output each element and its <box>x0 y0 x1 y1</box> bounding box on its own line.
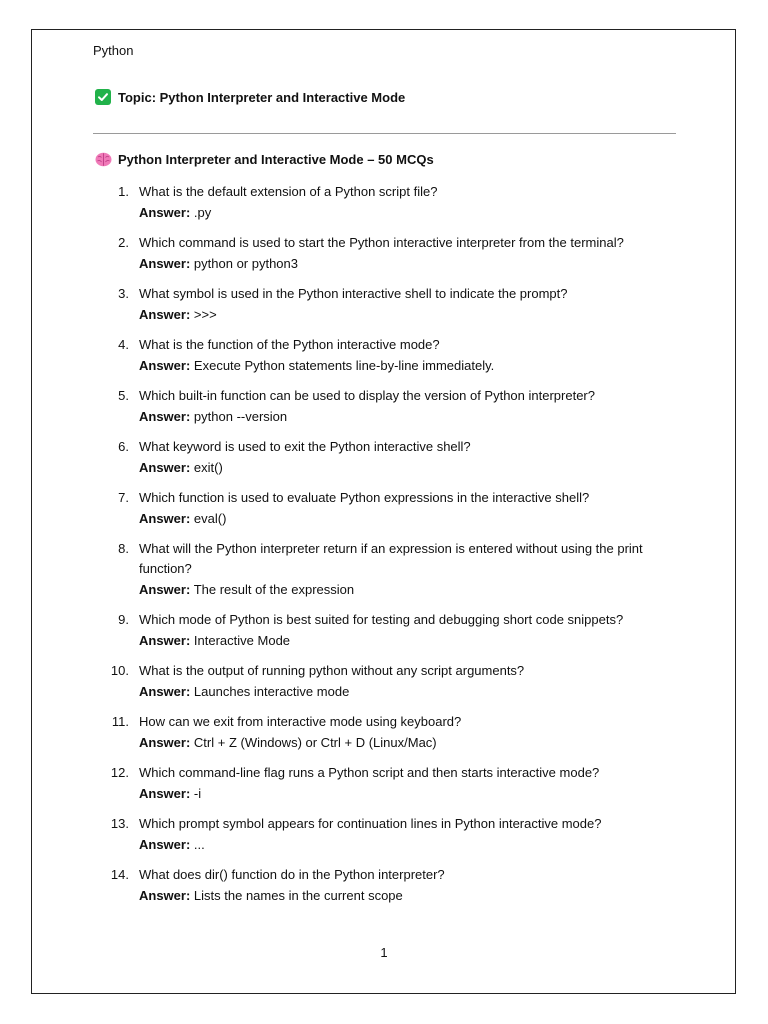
answer-line <box>139 580 680 601</box>
answer-line <box>139 631 680 652</box>
topic-heading <box>95 89 405 105</box>
question-number: 11. <box>111 714 129 730</box>
answer-line <box>139 886 680 907</box>
question-text: What is the function of the Python interactive mode? <box>139 336 440 352</box>
question-number: 4. <box>118 336 129 352</box>
topic-text: Topic: Python Interpreter and Interactive Mode <box>118 89 406 105</box>
answer-label: Answer: <box>139 837 191 852</box>
question-text: What is the output of running python without any script arguments? <box>139 663 525 679</box>
question-number: 9. <box>118 612 129 628</box>
list-item <box>110 661 680 702</box>
answer-line <box>139 407 680 428</box>
answer-label: Answer: <box>139 510 191 526</box>
question-number: 8. <box>118 540 129 556</box>
answer-label: Answer: <box>139 786 191 802</box>
answer-label: Answer: <box>139 357 191 373</box>
answer-value: >>> <box>193 306 217 322</box>
answer-label: Answer: <box>139 306 191 322</box>
question-text: Which prompt symbol appears for continuation lines in Python interactive mode? <box>139 816 602 832</box>
list-item <box>110 488 680 529</box>
answer-line <box>139 682 680 703</box>
section-title: Python Interpreter and Interactive Mode – 50 MCQs <box>118 152 434 167</box>
answer-label: Answer: <box>139 735 191 751</box>
answer-value: python or python3 <box>193 255 298 271</box>
answer-line <box>139 835 680 856</box>
question-number: 3. <box>118 285 129 301</box>
question-text: Which function is used to evaluate Python expressions in the interactive shell? <box>139 489 590 505</box>
answer-value: exit() <box>193 459 223 475</box>
answer-value: .py <box>193 204 212 220</box>
question-number: 12. <box>110 765 129 781</box>
answer-value: Interactive Mode <box>193 633 291 649</box>
answer-value: -i <box>193 786 202 802</box>
question-text: Which built-in function can be used to display the version of Python interpreter? <box>139 387 595 403</box>
answer-line <box>139 254 680 275</box>
list-item <box>110 437 680 478</box>
question-text: What keyword is used to exit the Python interactive shell? <box>139 438 471 454</box>
answer-line <box>139 784 680 805</box>
question-text: How can we exit from interactive mode using keyboard? <box>139 714 462 730</box>
list-item <box>110 763 680 804</box>
question-text: Which command is used to start the Python interactive interpreter from the terminal? <box>139 234 624 250</box>
section-heading <box>95 152 434 167</box>
list-item <box>110 233 680 274</box>
list-item <box>110 182 680 223</box>
question-number: 6. <box>118 438 129 454</box>
question-number: 13. <box>110 816 129 832</box>
question-number: 10. <box>110 663 129 679</box>
question-text: What is the default extension of a Python script file? <box>139 184 438 199</box>
answer-line <box>139 458 680 479</box>
answer-line <box>139 733 680 754</box>
page-header: Python <box>93 43 134 58</box>
answer-value: Launches interactive mode <box>193 684 350 700</box>
question-text: What will the Python interpreter return if an expression is entered without using the print function? <box>139 540 643 577</box>
answer-line <box>139 356 680 377</box>
answer-value: python --version <box>193 408 288 424</box>
answer-line <box>139 509 680 530</box>
answer-value: Ctrl + Z (Windows) or Ctrl + D (Linux/Mac) <box>193 735 437 751</box>
answer-label: Answer: <box>139 633 191 649</box>
answer-label: Answer: <box>139 408 191 424</box>
answer-line <box>139 305 680 326</box>
mcq-list <box>110 182 680 916</box>
question-number: 2. <box>118 234 129 250</box>
answer-value: ... <box>193 837 205 852</box>
answer-value: eval() <box>193 510 227 526</box>
list-item <box>110 610 680 651</box>
question-text: Which mode of Python is best suited for testing and debugging short code snippets? <box>139 612 624 628</box>
answer-value: The result of the expression <box>193 582 355 598</box>
list-item <box>110 814 680 855</box>
list-item <box>110 865 680 906</box>
question-number: 5. <box>118 387 129 403</box>
answer-label: Answer: <box>139 684 191 700</box>
answer-line <box>139 203 680 224</box>
list-item <box>110 712 680 753</box>
question-number: 7. <box>118 489 129 505</box>
list-item <box>110 539 680 601</box>
answer-label: Answer: <box>139 887 191 903</box>
question-text: What does dir() function do in the Python interpreter? <box>139 867 445 883</box>
brain-icon <box>95 152 112 167</box>
answer-label: Answer: <box>139 255 191 271</box>
answer-label: Answer: <box>139 204 191 220</box>
list-item <box>110 386 680 427</box>
answer-value: Execute Python statements line-by-line immediately. <box>193 357 495 373</box>
horizontal-divider <box>93 133 676 134</box>
list-item <box>110 284 680 325</box>
question-text: What symbol is used in the Python interactive shell to indicate the prompt? <box>139 285 568 301</box>
check-icon <box>95 89 111 105</box>
question-text: Which command-line flag runs a Python script and then starts interactive mode? <box>139 765 600 781</box>
answer-label: Answer: <box>139 582 191 598</box>
page-number: 1 <box>380 945 388 960</box>
list-item <box>110 335 680 376</box>
answer-label: Answer: <box>139 459 191 475</box>
answer-value: Lists the names in the current scope <box>193 887 403 903</box>
question-number: 14. <box>110 867 129 883</box>
question-number: 1. <box>118 184 129 199</box>
